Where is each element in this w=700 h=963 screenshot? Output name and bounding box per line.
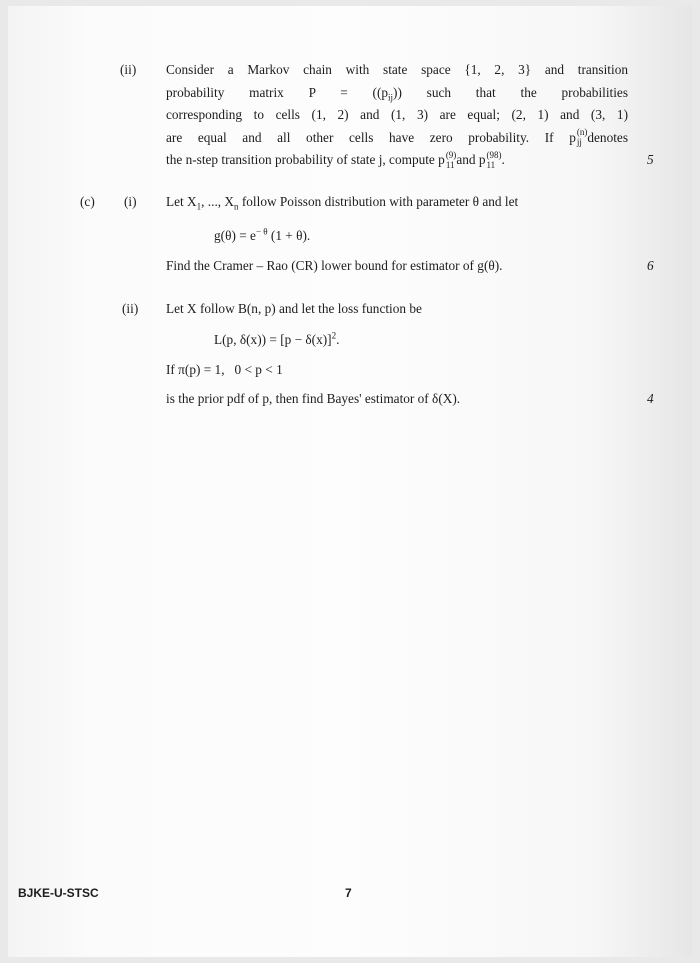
page-number: 7	[345, 886, 352, 900]
marks-ii-a: 5	[647, 152, 654, 167]
formula-loss-part-a: L(p, δ(x)) = [p − δ(x)]	[214, 332, 332, 347]
p11-9-notation	[446, 150, 457, 170]
question-c-ii-line-1: Let X follow B(n, p) and let the loss function be	[166, 301, 422, 316]
question-c-i-line-3: Find the Cramer – Rao (CR) lower bound for estimator of g(θ).	[166, 258, 503, 273]
question-ii-line-5	[166, 149, 628, 172]
formula-loss-part-b: .	[336, 332, 340, 347]
formula-g-exponent: − θ	[255, 226, 268, 237]
line4-part-a: are equal and all other cells have zero probability. If p	[166, 129, 576, 145]
line5-superscript-2: (98)	[486, 149, 502, 160]
formula-loss-exponent: 2	[331, 330, 337, 341]
question-c-ii-line-4: is the prior pdf of p, then find Bayes' estimator of δ(X).	[166, 391, 461, 406]
c-i-subscript-n: n	[234, 201, 239, 212]
formula-g-part-b: (1 + θ).	[267, 228, 311, 243]
line4-superscript: (n)	[576, 127, 588, 138]
c-i-part-c: follow Poisson distribution with parameter θ and let	[238, 194, 519, 209]
p11-98-notation	[486, 150, 501, 170]
line4-subscript: jj	[576, 137, 582, 148]
line5-and: and p	[456, 152, 486, 167]
c-i-part-b: , ..., X	[201, 194, 235, 209]
line2-subscript: ij	[388, 92, 394, 103]
line4-part-b: denotes	[587, 129, 628, 145]
marks-c-ii: 4	[647, 391, 654, 406]
line5-end: .	[501, 152, 505, 167]
question-label-c-i: (i)	[124, 194, 137, 209]
p-jj-n-notation	[577, 127, 588, 147]
paper-code: BJKE-U-STSC	[18, 886, 99, 900]
question-label-ii: (ii)	[120, 62, 137, 77]
question-c-i-text	[166, 191, 628, 214]
c-i-part-a: Let X	[166, 194, 197, 209]
question-c-ii-prior: If π(p) = 1, 0 < p < 1	[166, 362, 283, 377]
line5-subscript-1: 11	[445, 159, 455, 170]
question-ii-line-3: corresponding to cells (1, 2) and (1, 3) are equal; (2, 1) and (3, 1)	[166, 107, 628, 122]
line2-part-a: probability matrix P = ((p	[166, 84, 389, 100]
formula-g-part-a: g(θ) = e	[214, 228, 256, 243]
line5-part-a: the n-step transition probability of state j, compute p	[166, 152, 445, 167]
formula-loss-function	[214, 329, 339, 352]
line5-superscript-1: (9)	[445, 149, 457, 160]
marks-c-i: 6	[647, 258, 654, 273]
question-ii-line-2	[166, 82, 628, 105]
c-i-subscript-1: 1	[196, 201, 202, 212]
question-label-c: (c)	[80, 194, 95, 209]
question-ii-line-4	[166, 127, 628, 150]
formula-g-theta	[214, 225, 310, 248]
line5-subscript-2: 11	[486, 159, 496, 170]
question-label-c-ii: (ii)	[122, 301, 139, 316]
question-ii-line-1: Consider a Markov chain with state space {1, 2, 3} and transition	[166, 62, 628, 77]
question-c-i-line-1	[166, 191, 628, 214]
line2-part-b: )) such that the probabilities	[393, 84, 628, 100]
question-ii-markov-text	[166, 59, 628, 172]
